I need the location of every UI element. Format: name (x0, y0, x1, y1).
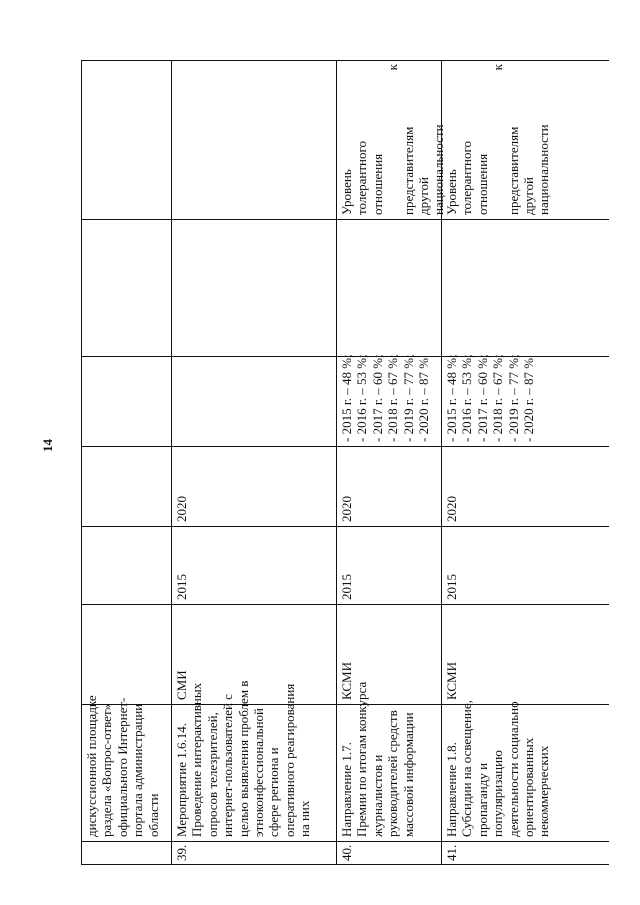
page-number: 14 (40, 439, 55, 452)
empty-cell (442, 220, 609, 356)
text-line: Уровень (444, 169, 459, 215)
cell-text: СМИ (174, 670, 189, 700)
text-line: опросов телезрителей, (204, 712, 220, 837)
column-divider (81, 864, 609, 865)
text-line: - 2016 г. – 53 %; (354, 354, 370, 442)
text-line: Направление 1.8. (444, 742, 459, 837)
text-line: другой (521, 177, 537, 215)
activity-cell (442, 700, 609, 841)
cell-text: 39. (174, 844, 189, 861)
cell-text: 41. (444, 844, 459, 861)
text-line: толерантного (354, 141, 370, 215)
text-line: пропаганду и (474, 762, 490, 837)
empty-cell (172, 220, 336, 356)
targets-cell (337, 354, 441, 446)
text-line: некоммерческих (536, 745, 552, 837)
targets-cell (172, 357, 336, 446)
text-line: другой (416, 177, 432, 215)
text-line: - 2019 г. – 77 %; (505, 354, 521, 442)
cell-text: 2015 (339, 574, 354, 600)
text-line: национальности (536, 124, 552, 215)
executor-cell (172, 605, 336, 704)
text-line: - 2016 г. – 53 %; (459, 354, 475, 442)
text-line: интернет-пользователей с (220, 694, 236, 837)
text-line: Мероприятие 1.6.14. (174, 723, 189, 837)
text-line: журналистов и (369, 754, 385, 837)
text-line: Направление 1.7. (339, 742, 354, 837)
start-year-cell (172, 527, 336, 604)
text-line: официального Интернет- (114, 697, 130, 837)
executor-cell (82, 605, 171, 704)
text-line: отношения (474, 153, 490, 215)
text-line: - 2018 г. – 67 %; (385, 354, 401, 442)
text-line: области (145, 793, 161, 837)
indicator-cell (337, 60, 447, 219)
text-line: популяризацию (490, 750, 506, 837)
text-line: Премии по итогам конкурса (354, 681, 370, 837)
cell-text: КСМИ (339, 662, 354, 700)
row-number (442, 842, 609, 864)
end-year-cell (82, 447, 171, 526)
text-line: представителям (400, 126, 416, 215)
text-line: этноконфессиональной (251, 707, 267, 837)
cell-text: 2015 (444, 574, 459, 600)
row-number (82, 842, 171, 864)
text-line: - 2015 г. – 48 %; (444, 354, 459, 442)
end-year-cell (442, 447, 609, 526)
end-year-cell (172, 447, 336, 526)
text-line: дискуссионной площадке (84, 695, 99, 837)
text-line: - 2015 г. – 48 %; (339, 354, 354, 442)
end-year-cell (337, 447, 441, 526)
row-number (337, 842, 441, 864)
text-line: - 2019 г. – 77 %; (400, 354, 416, 442)
text-line: оперативного реагирования (281, 683, 297, 837)
cell-text: 40. (339, 844, 354, 861)
start-year-cell (337, 527, 441, 604)
indicator-cell (442, 60, 609, 219)
program-table (81, 60, 609, 865)
text-line: Проведение интерактивных (189, 682, 205, 837)
text-line: национальности (431, 124, 447, 215)
executor-cell (337, 605, 441, 704)
text-line: - 2018 г. – 67 %; (490, 354, 506, 442)
text-line: Субсидии на освещение, (459, 700, 475, 837)
text-line: - 2017 г. – 60 %; (369, 354, 385, 442)
text-line: - 2017 г. – 60 %; (474, 354, 490, 442)
text-line: отношения (369, 153, 385, 215)
indicator-cell (82, 60, 171, 219)
cell-text: 2020 (444, 496, 459, 522)
text-line: - 2020 г. – 87 % (416, 357, 432, 442)
text-line: ориентированных (521, 737, 537, 837)
text-line: руководителей средств (385, 710, 401, 837)
text-line: раздела «Вопрос-ответ» (99, 703, 115, 837)
text-line: представителям (505, 126, 521, 215)
text-line: сфере региона и (266, 747, 282, 837)
indicator-line-right: к (490, 64, 506, 71)
start-year-cell (82, 527, 171, 604)
targets-cell (82, 357, 171, 446)
cell-text: 2020 (339, 496, 354, 522)
empty-cell (82, 220, 171, 356)
start-year-cell (442, 527, 609, 604)
indicator-line-right: к (385, 64, 401, 71)
row-number (172, 842, 336, 864)
cell-text: 2020 (174, 496, 189, 522)
text-line: целью выявления проблем в (235, 680, 251, 837)
text-line: портала администрации (130, 703, 146, 837)
targets-cell (442, 354, 609, 446)
text-line: деятельности социально (505, 701, 521, 837)
text-line: толерантного (459, 141, 475, 215)
empty-cell (337, 220, 441, 356)
cell-text: 2015 (174, 574, 189, 600)
activity-cell (82, 695, 171, 841)
executor-cell (442, 605, 609, 704)
text-line: - 2020 г. – 87 % (521, 357, 537, 442)
indicator-cell (172, 60, 336, 219)
cell-text: КСМИ (444, 662, 459, 700)
text-line: на них (297, 800, 313, 837)
text-line: Уровень (339, 169, 354, 215)
text-line: массовой информации (400, 712, 416, 837)
